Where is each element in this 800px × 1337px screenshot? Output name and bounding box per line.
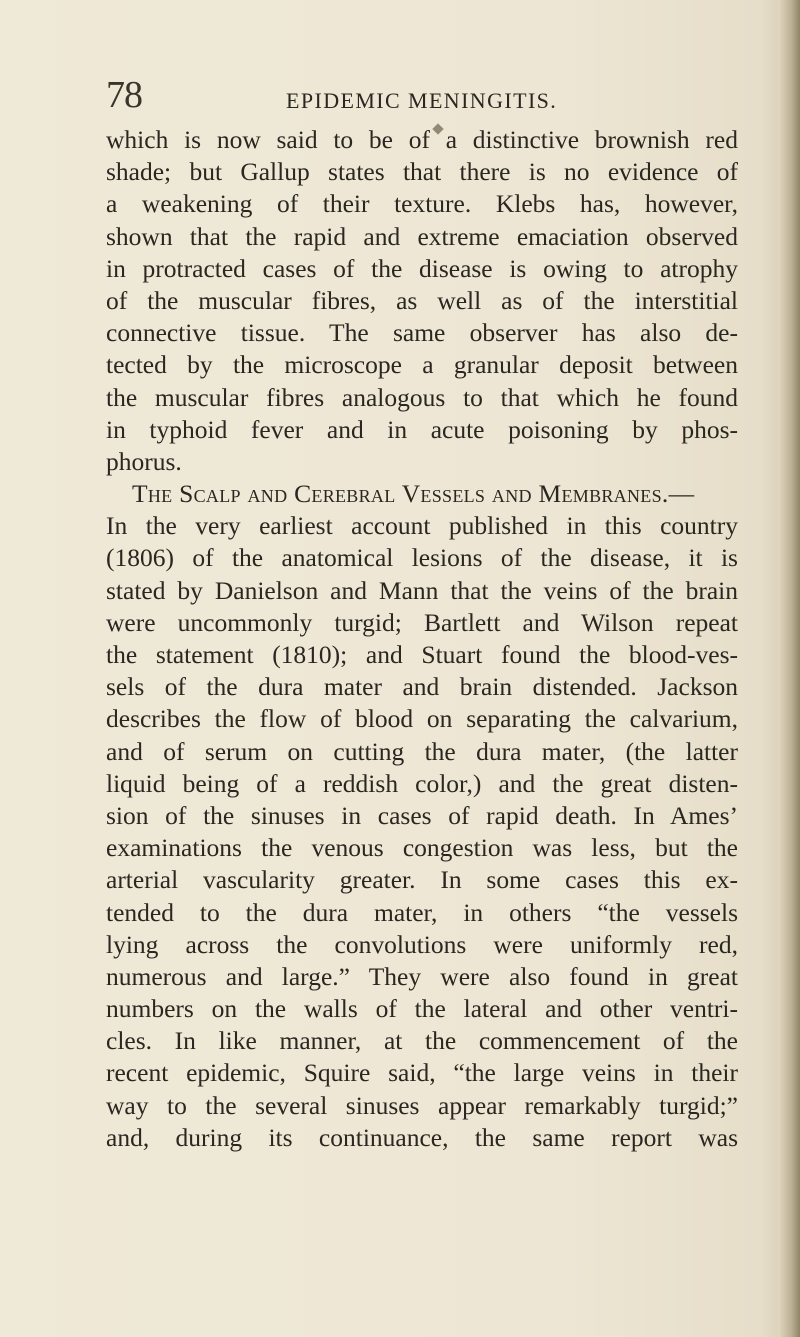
text-line: arterial vascularity greater. In some cases this ex- [106,865,738,895]
text-line: numbers on the walls of the lateral and other ventri- [106,994,738,1024]
text-line: examinations the venous congestion was less, but the [106,833,738,863]
text-line: of the muscular fibres, as well as of the interstitial [106,285,738,315]
text-line: and of serum on cutting the dura mater, (the latter [106,736,738,766]
text-line: sels of the dura mater and brain distended. Jackson [106,672,738,702]
text-line: in protracted cases of the disease is owing to atrophy [106,253,738,283]
text-line: the statement (1810); and Stuart found the blood-ves- [106,640,738,669]
running-head: EPIDEMIC MENINGITIS. [286,88,558,113]
text-line: were uncommonly turgid; Bartlett and Wilson repeat [106,607,738,637]
body-text [106,124,738,1154]
text-line: describes the flow of blood on separating the calvarium, [106,704,738,734]
page-edge [778,0,800,1337]
text-line: and, during its continuance, the same report was [106,1122,738,1152]
text-line: shade; but Gallup states that there is no evidence of [106,157,738,187]
text-line: a weakening of their texture. Klebs has, however, [106,189,738,219]
heading-dash: — [668,479,695,509]
text-line: recent epidemic, Squire said, “the large veins in their [106,1058,738,1088]
text-line: shown that the rapid and extreme emaciation observed [106,221,738,251]
text-line: cles. In like manner, at the commencement of the [106,1026,738,1056]
text-line: which is now said to be of a distinctive brownish red [106,125,738,154]
text-line: tected by the microscope a granular deposit between [106,350,738,380]
text-line: connective tissue. The same observer has also de- [106,318,738,348]
text-line: (1806) of the anatomical lesions of the disease, it is [106,543,738,573]
text-line: the muscular fibres analogous to that which he found [106,382,738,412]
text-line: liquid being of a reddish color,) and the great disten- [106,768,738,798]
text-line: lying across the convolutions were uniformly red, [106,929,738,959]
text-line: numerous and large.” They were also found in great [106,961,738,991]
text-line: tended to the dura mater, in others “the vessels [106,897,738,927]
section-heading-line [106,478,738,510]
text-line: in typhoid fever and in acute poisoning by phos- [106,414,738,444]
text-line: way to the several sinuses appear remarkably turgid;” [106,1090,738,1120]
section-heading: The Scalp and Cerebral Vessels and Membranes. [132,479,669,509]
text-line: phorus. [106,446,182,476]
text-line: sion of the sinuses in cases of rapid death. In Ames’ [106,800,738,830]
page-number: 78 [106,74,142,116]
text-line: In the very earliest account published in this country [106,511,738,541]
text-line: stated by Danielson and Mann that the veins of the brain [106,575,738,605]
